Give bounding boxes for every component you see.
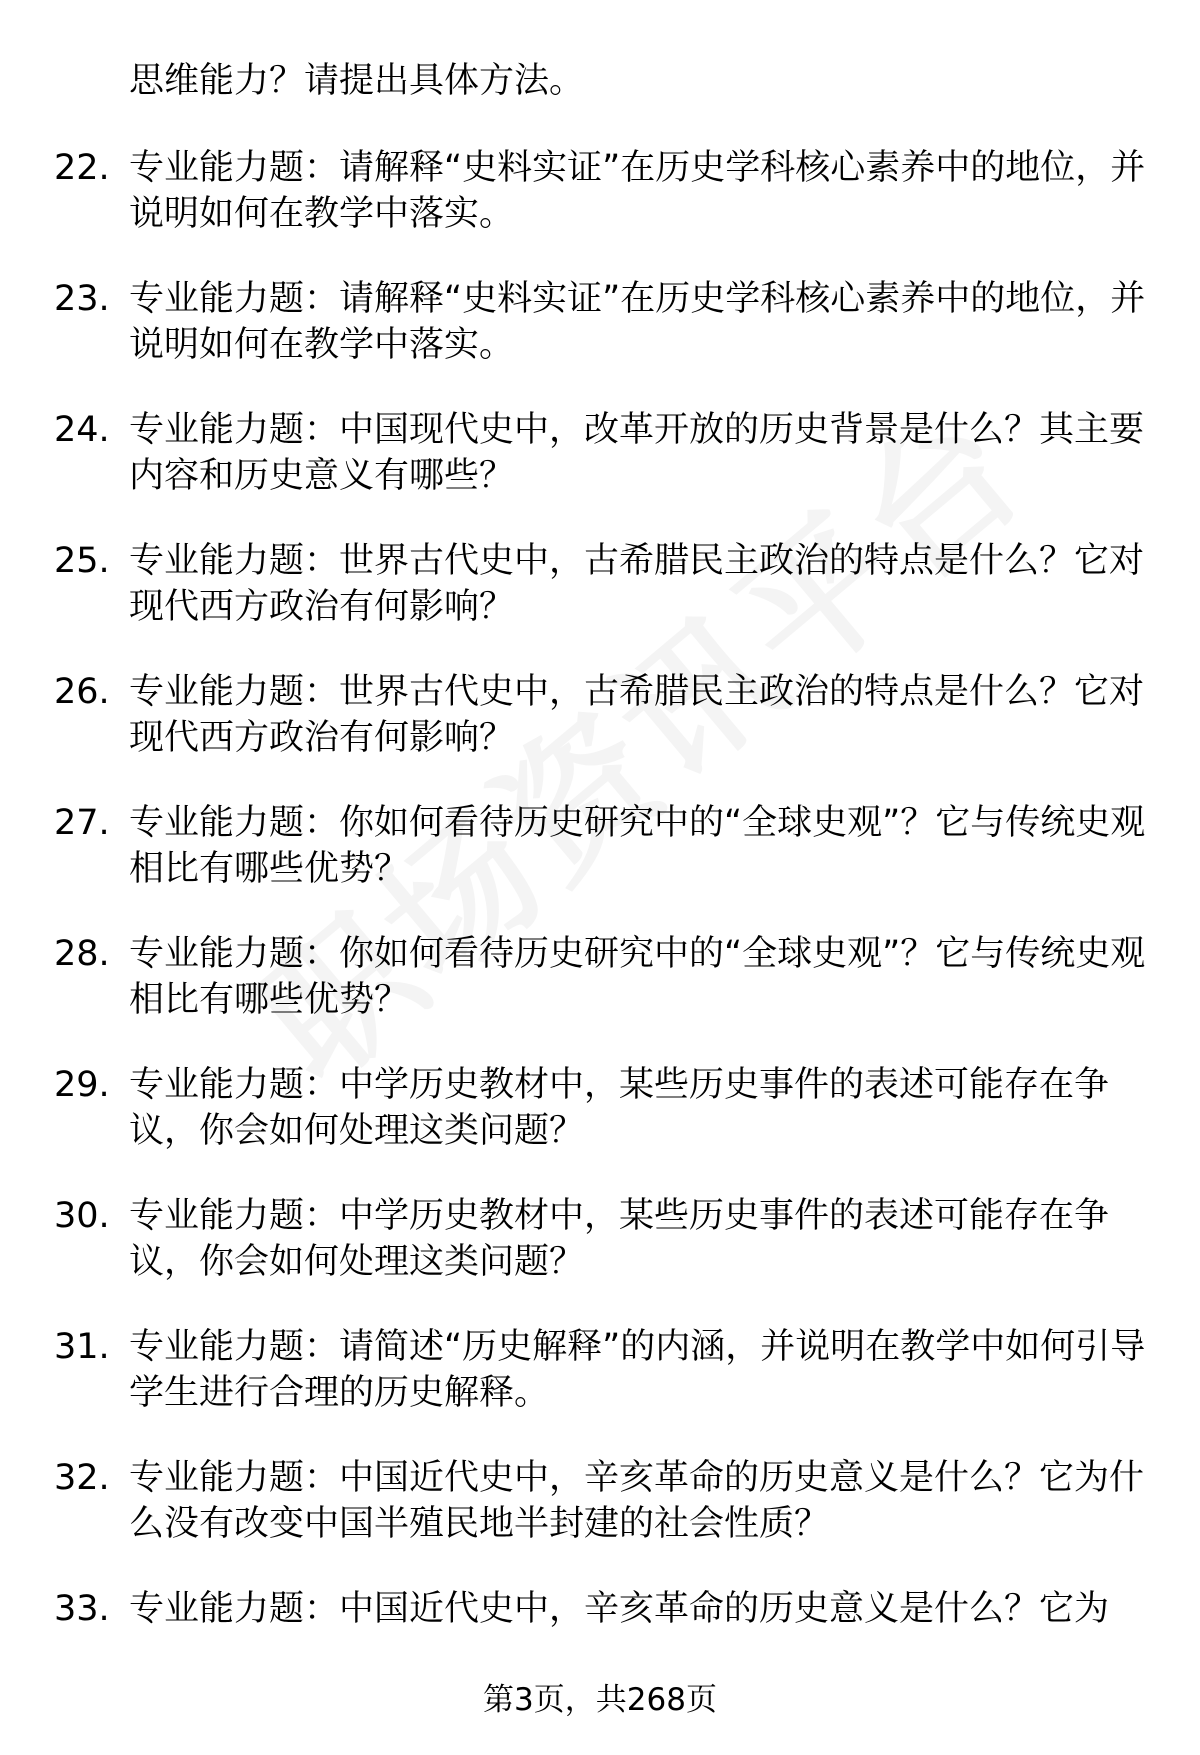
question-text: 专业能力题：中国现代史中，改革开放的历史背景是什么？其主要内容和历史意义有哪些？ — [129, 410, 1145, 496]
question-number: 25. — [54, 541, 110, 581]
question-number: 26. — [54, 672, 110, 712]
question-text: 专业能力题：中学历史教材中，某些历史事件的表述可能存在争议，你会如何处理这类问题？ — [129, 1065, 1110, 1151]
question-item — [0, 800, 1200, 900]
question-number: 22. — [54, 148, 110, 188]
page-number: 第3页，共268页 — [483, 1682, 717, 1718]
question-text: 专业能力题：中学历史教材中，某些历史事件的表述可能存在争议，你会如何处理这类问题？ — [129, 1196, 1110, 1282]
question-text: 专业能力题：你如何看待历史研究中的“全球史观”？它与传统史观相比有哪些优势？ — [129, 934, 1146, 1020]
question-text: 专业能力题：世界古代史中，古希腊民主政治的特点是什么？它对现代西方政治有何影响？ — [129, 541, 1145, 627]
question-item — [0, 931, 1200, 1031]
question-number: 27. — [54, 803, 110, 843]
question-item — [0, 538, 1200, 638]
question-text: 专业能力题：中国近代史中，辛亥革命的历史意义是什么？它为 — [129, 1589, 1110, 1629]
question-item — [0, 1062, 1200, 1162]
continuation-text: 思维能力？请提出具体方法。 — [129, 61, 585, 101]
question-number: 24. — [54, 410, 110, 450]
question-number: 28. — [54, 934, 110, 974]
question-text: 专业能力题：你如何看待历史研究中的“全球史观”？它与传统史观相比有哪些优势？ — [129, 803, 1146, 889]
question-text: 专业能力题：请解释“史料实证”在历史学科核心素养中的地位，并说明如何在教学中落实。 — [129, 148, 1146, 234]
question-item — [0, 1586, 1200, 1636]
question-item — [0, 276, 1200, 376]
question-number: 23. — [54, 279, 110, 319]
question-number: 30. — [54, 1196, 110, 1236]
question-text: 专业能力题：世界古代史中，古希腊民主政治的特点是什么？它对现代西方政治有何影响？ — [129, 672, 1145, 758]
question-item — [0, 407, 1200, 507]
question-item — [0, 669, 1200, 769]
question-item — [0, 1193, 1200, 1293]
question-item — [0, 1455, 1200, 1555]
question-number: 31. — [54, 1327, 110, 1367]
question-item — [0, 145, 1200, 245]
question-number: 32. — [54, 1458, 110, 1498]
question-text: 专业能力题：请简述“历史解释”的内涵，并说明在教学中如何引导学生进行合理的历史解释。 — [129, 1327, 1146, 1413]
question-text: 专业能力题：中国近代史中，辛亥革命的历史意义是什么？它为什么没有改变中国半殖民地半封建的社会性质？ — [129, 1458, 1145, 1544]
question-number: 33. — [54, 1589, 110, 1629]
question-number: 29. — [54, 1065, 110, 1105]
question-item — [0, 1324, 1200, 1424]
question-text: 专业能力题：请解释“史料实证”在历史学科核心素养中的地位，并说明如何在教学中落实。 — [129, 279, 1146, 365]
